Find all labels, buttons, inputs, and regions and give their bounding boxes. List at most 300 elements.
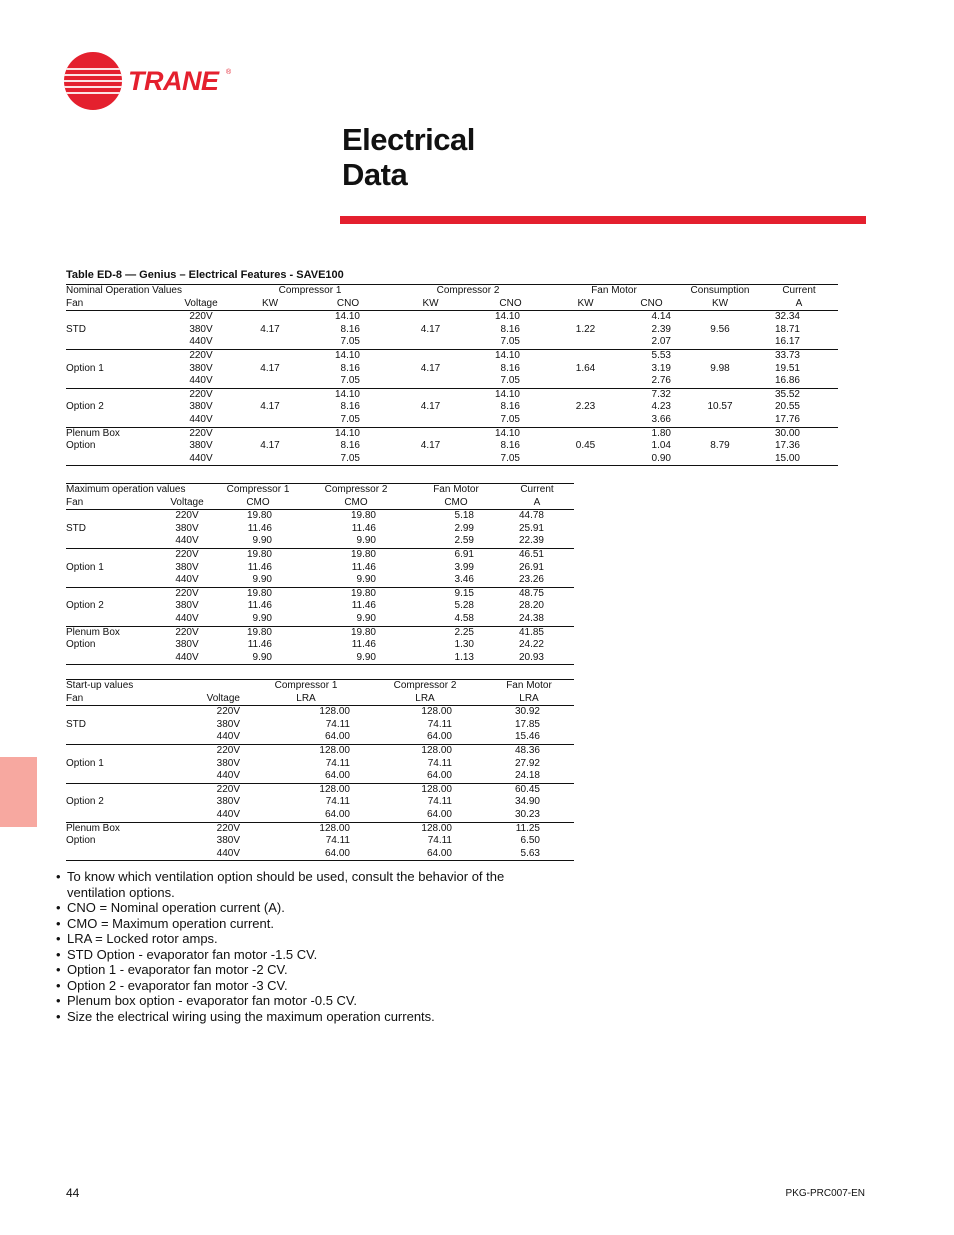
table-cell-kw4: 9.56 bbox=[710, 323, 730, 335]
table-cell-l1: 128.00 bbox=[319, 706, 350, 718]
table-cell-kw4 bbox=[680, 453, 760, 466]
table-cell-voltage: 380V bbox=[216, 718, 240, 730]
table-cell-kw3 bbox=[548, 375, 623, 388]
table-cell-voltage: 440V bbox=[158, 652, 216, 665]
table-cell-fan bbox=[66, 652, 158, 665]
table-row bbox=[66, 388, 838, 401]
table-cell-fan bbox=[66, 388, 170, 401]
table-cell-c2: 9.90 bbox=[300, 652, 412, 665]
table-cell-c3: 5.18 bbox=[454, 510, 474, 522]
table-cell-kw3 bbox=[548, 336, 623, 349]
note-item: • Plenum box option - evaporator fan motor -0.5 CV. bbox=[56, 993, 556, 1009]
table-cell-a: 20.55 bbox=[774, 401, 800, 413]
table-cell-a: 26.91 bbox=[518, 561, 544, 573]
notes-list bbox=[56, 869, 556, 1024]
table-cell-a: 16.17 bbox=[760, 336, 838, 349]
table-cell-a: 41.85 bbox=[518, 626, 544, 638]
table-cell-c1: 19.80 bbox=[246, 626, 272, 638]
table-cell-kw4: 10.57 bbox=[707, 401, 733, 413]
table-cell-voltage: 380V bbox=[175, 600, 199, 612]
note-item: • CMO = Maximum operation current. bbox=[56, 916, 556, 932]
table-cell-fan: Plenum Box bbox=[66, 626, 120, 638]
table-cell-l2: 74.11 bbox=[427, 796, 452, 808]
table-cell-cno2: 14.10 bbox=[494, 311, 520, 323]
table-cell-a: 46.51 bbox=[518, 548, 544, 560]
table-cell-l3: 27.92 bbox=[514, 757, 540, 769]
table-cell-a: 48.75 bbox=[518, 587, 544, 599]
table-header-row bbox=[66, 484, 574, 497]
table-cell-cno3: 4.14 bbox=[651, 311, 671, 323]
table-subheader-row bbox=[66, 298, 838, 311]
table-cell-voltage: 440V bbox=[158, 770, 246, 783]
table-cell-l2: 74.11 bbox=[427, 757, 452, 769]
table-row bbox=[66, 613, 574, 626]
table-cell-fan bbox=[66, 336, 170, 349]
table-cell-kw2 bbox=[388, 388, 473, 401]
table-cell-c3: 2.59 bbox=[412, 535, 500, 548]
table-cell-kw4 bbox=[680, 388, 760, 401]
table-subheader-row bbox=[66, 497, 574, 510]
table-cell-fan bbox=[66, 535, 158, 548]
table-cell-voltage: 380V bbox=[216, 796, 240, 808]
table-cell-c2: 19.80 bbox=[350, 510, 376, 522]
header-cell: CMO bbox=[300, 497, 412, 510]
table-cell-kw1 bbox=[232, 311, 308, 324]
table-cell-fan: Option 2 bbox=[66, 401, 104, 413]
table-cell-cno1: 7.05 bbox=[308, 336, 388, 349]
table-cell-kw1: 4.17 bbox=[260, 323, 280, 335]
table-row bbox=[66, 349, 838, 362]
header-cell: KW bbox=[548, 298, 623, 311]
table-row bbox=[66, 822, 574, 835]
table-row bbox=[66, 639, 574, 652]
table-cell-fan bbox=[66, 349, 170, 362]
table-cell-kw2 bbox=[388, 349, 473, 362]
table-cell-l3: 34.90 bbox=[514, 796, 540, 808]
table-cell-cno1: 14.10 bbox=[334, 311, 360, 323]
table-cell-a: 16.86 bbox=[760, 375, 838, 388]
table-row bbox=[66, 587, 574, 600]
table-cell-voltage: 440V bbox=[158, 809, 246, 822]
table-cell-cno2: 8.16 bbox=[500, 362, 520, 374]
title-underline-bar bbox=[340, 216, 866, 224]
table-cell-voltage: 220V bbox=[216, 822, 240, 834]
table-cell-kw1 bbox=[232, 336, 308, 349]
table-cell-voltage: 220V bbox=[175, 510, 199, 522]
table-cell-l3: 11.25 bbox=[515, 822, 540, 834]
table-cell-cno2: 7.05 bbox=[473, 336, 548, 349]
header-cell: CNO bbox=[308, 298, 388, 311]
header-cell: Compressor 1 bbox=[246, 680, 366, 693]
document-code: PKG-PRC007-EN bbox=[785, 1188, 865, 1199]
trane-logo bbox=[64, 50, 244, 112]
table-cell-cno1: 8.16 bbox=[340, 401, 360, 413]
table-cell-kw2 bbox=[388, 336, 473, 349]
page-title-line1: Electrical bbox=[342, 122, 475, 157]
table-row bbox=[66, 731, 574, 744]
table-cell-cno1: 14.10 bbox=[334, 427, 360, 439]
table-cell-c1: 11.46 bbox=[247, 639, 272, 651]
table-cell-cno1: 8.16 bbox=[340, 440, 360, 452]
header-cell: Compressor 1 bbox=[232, 285, 388, 298]
table-cell-cno3: 2.76 bbox=[623, 375, 680, 388]
nominal-operation-table bbox=[66, 284, 838, 466]
table-cell-c2: 9.90 bbox=[300, 574, 412, 587]
page-title bbox=[342, 122, 475, 192]
table-cell-l3: 17.85 bbox=[514, 718, 540, 730]
table-cell-voltage: 440V bbox=[158, 574, 216, 587]
table-cell-kw1 bbox=[232, 375, 308, 388]
table-cell-l2: 64.00 bbox=[366, 770, 484, 783]
table-row bbox=[66, 510, 574, 523]
header-cell: Fan Motor bbox=[548, 285, 680, 298]
table-cell-fan: Option 2 bbox=[66, 600, 104, 612]
table-row bbox=[66, 401, 838, 414]
table-cell-c1: 19.80 bbox=[246, 510, 272, 522]
table-cell-kw1 bbox=[232, 414, 308, 427]
table-title: Table ED-8 — Genius – Electrical Features - SAVE100 bbox=[66, 269, 344, 281]
header-cell: Compressor 2 bbox=[300, 484, 412, 497]
note-item: • Option 1 - evaporator fan motor -2 CV. bbox=[56, 962, 556, 978]
table-cell-voltage: 440V bbox=[158, 848, 246, 861]
table-cell-c1: 19.80 bbox=[246, 587, 272, 599]
table-cell-l2: 74.11 bbox=[427, 718, 452, 730]
table-cell-c2: 11.46 bbox=[351, 561, 376, 573]
table-cell-voltage: 380V bbox=[189, 362, 213, 374]
header-cell: Fan bbox=[66, 298, 170, 311]
table-cell-a: 33.73 bbox=[774, 349, 800, 361]
table-cell-fan bbox=[66, 375, 170, 388]
table-cell-c3: 2.25 bbox=[454, 626, 474, 638]
table-subheader-row bbox=[66, 693, 574, 706]
table-cell-voltage: 220V bbox=[175, 548, 199, 560]
table-cell-l1: 128.00 bbox=[319, 744, 350, 756]
header-cell: Voltage bbox=[158, 497, 216, 510]
table-cell-l3: 60.45 bbox=[514, 783, 540, 795]
table-cell-c1: 19.80 bbox=[246, 548, 272, 560]
table-cell-voltage: 440V bbox=[170, 336, 232, 349]
header-cell: LRA bbox=[484, 693, 574, 706]
table-cell-l1: 64.00 bbox=[246, 731, 366, 744]
table-row bbox=[66, 783, 574, 796]
table-cell-c1: 9.90 bbox=[216, 613, 300, 626]
table-cell-a: 30.00 bbox=[774, 427, 800, 439]
page-number: 44 bbox=[66, 1186, 80, 1200]
table-cell-cno2: 7.05 bbox=[473, 414, 548, 427]
table-row bbox=[66, 652, 574, 665]
table-cell-c1: 11.46 bbox=[247, 561, 272, 573]
table-cell-kw2 bbox=[388, 414, 473, 427]
trane-logo-text: TRANE bbox=[128, 66, 219, 96]
table-cell-voltage: 440V bbox=[170, 375, 232, 388]
table-cell-kw1 bbox=[232, 388, 308, 401]
table-row bbox=[66, 336, 838, 349]
table-row bbox=[66, 535, 574, 548]
table-cell-fan bbox=[66, 510, 158, 523]
table-cell-kw2: 4.17 bbox=[420, 323, 441, 335]
table-row bbox=[66, 744, 574, 757]
table-cell-fan bbox=[66, 574, 158, 587]
table-cell-kw1 bbox=[232, 453, 308, 466]
table-cell-a: 19.51 bbox=[774, 362, 800, 374]
table-cell-cno3: 3.19 bbox=[651, 362, 671, 374]
table-cell-cno1: 8.16 bbox=[340, 323, 360, 335]
table-cell-l3: 30.92 bbox=[514, 706, 540, 718]
header-cell: Compressor 1 bbox=[216, 484, 300, 497]
startup-values-table bbox=[66, 679, 574, 861]
table-cell-cno2: 8.16 bbox=[500, 323, 520, 335]
table-row bbox=[66, 375, 838, 388]
table-cell-a: 24.22 bbox=[518, 639, 544, 651]
table-cell-c1: 11.46 bbox=[247, 600, 272, 612]
table-cell-voltage: 440V bbox=[170, 414, 232, 427]
table-cell-fan: Plenum Box bbox=[66, 822, 120, 834]
table-cell-cno3: 1.04 bbox=[651, 440, 671, 452]
table-cell-fan: STD bbox=[66, 522, 86, 534]
table-row bbox=[66, 848, 574, 861]
table-cell-fan bbox=[66, 613, 158, 626]
table-cell-kw3 bbox=[548, 349, 623, 362]
table-cell-l2: 128.00 bbox=[421, 822, 452, 834]
table-cell-fan bbox=[66, 731, 158, 744]
table-cell-fan: Option 1 bbox=[66, 757, 104, 769]
table-cell-voltage: 380V bbox=[189, 323, 213, 335]
table-cell-voltage: 220V bbox=[216, 744, 240, 756]
table-cell-l3: 5.63 bbox=[484, 848, 574, 861]
table-row bbox=[66, 363, 838, 376]
table-cell-kw4: 9.98 bbox=[710, 362, 730, 374]
table-cell-kw3 bbox=[548, 414, 623, 427]
table-cell-kw3: 2.23 bbox=[575, 401, 596, 413]
table-cell-kw4 bbox=[680, 336, 760, 349]
table-cell-cno1: 7.05 bbox=[308, 375, 388, 388]
table-cell-c3: 6.91 bbox=[454, 548, 474, 560]
header-cell: Compressor 2 bbox=[366, 680, 484, 693]
table-cell-voltage: 220V bbox=[216, 706, 240, 718]
header-cell: Current bbox=[760, 285, 838, 298]
table-cell-l2: 128.00 bbox=[421, 706, 452, 718]
table-cell-cno2: 7.05 bbox=[473, 453, 548, 466]
table-cell-voltage: 220V bbox=[189, 349, 213, 361]
registered-mark: ® bbox=[226, 69, 232, 76]
header-cell: KW bbox=[388, 298, 473, 311]
table-cell-kw1: 4.17 bbox=[260, 440, 280, 452]
table-cell-voltage: 220V bbox=[189, 427, 213, 439]
table-cell-l2: 64.00 bbox=[366, 809, 484, 822]
table-cell-voltage: 380V bbox=[216, 835, 240, 847]
table-cell-c3: 2.99 bbox=[454, 522, 474, 534]
table-cell-l2: 74.11 bbox=[427, 835, 452, 847]
table-row bbox=[66, 706, 574, 719]
header-cell: Fan bbox=[66, 693, 158, 706]
table-cell-voltage: 440V bbox=[158, 731, 246, 744]
table-cell-fan bbox=[66, 744, 158, 757]
table-row bbox=[66, 453, 838, 466]
table-row bbox=[66, 758, 574, 771]
table-cell-c2: 11.46 bbox=[351, 522, 376, 534]
table-cell-kw1 bbox=[232, 349, 308, 362]
table-cell-c1: 9.90 bbox=[216, 535, 300, 548]
table-header-row bbox=[66, 285, 838, 298]
table-cell-kw3 bbox=[548, 388, 623, 401]
table-cell-fan: Option bbox=[66, 440, 96, 452]
table-cell-l2: 64.00 bbox=[366, 848, 484, 861]
table-cell-fan bbox=[66, 587, 158, 600]
table-cell-voltage: 380V bbox=[175, 561, 199, 573]
table-cell-l1: 128.00 bbox=[319, 822, 350, 834]
table-cell-l1: 64.00 bbox=[246, 770, 366, 783]
table-cell-c2: 11.46 bbox=[351, 639, 376, 651]
table-cell-a: 20.93 bbox=[500, 652, 574, 665]
table-cell-c2: 19.80 bbox=[350, 626, 376, 638]
note-item: • CNO = Nominal operation current (A). bbox=[56, 900, 556, 916]
header-cell: Compressor 2 bbox=[388, 285, 548, 298]
table-row bbox=[66, 427, 838, 440]
table-row bbox=[66, 719, 574, 732]
header-cell: CMO bbox=[216, 497, 300, 510]
table-cell-a: 23.26 bbox=[500, 574, 574, 587]
table-cell-c2: 9.90 bbox=[300, 613, 412, 626]
table-cell-cno3: 5.53 bbox=[651, 349, 671, 361]
table-cell-l1: 128.00 bbox=[319, 783, 350, 795]
table-cell-fan: STD bbox=[66, 718, 86, 730]
table-cell-l1: 74.11 bbox=[325, 796, 350, 808]
header-cell: CNO bbox=[623, 298, 680, 311]
table-cell-cno2: 8.16 bbox=[500, 401, 520, 413]
table-cell-c2: 19.80 bbox=[350, 548, 376, 560]
table-cell-cno1: 14.10 bbox=[334, 349, 360, 361]
table-cell-c2: 11.46 bbox=[351, 600, 376, 612]
table-cell-kw1: 4.17 bbox=[260, 362, 280, 374]
table-cell-a: 25.91 bbox=[518, 522, 544, 534]
table-cell-fan bbox=[66, 809, 158, 822]
table-cell-fan bbox=[66, 453, 170, 466]
table-cell-cno3: 7.32 bbox=[651, 388, 671, 400]
table-row bbox=[66, 311, 838, 324]
table-cell-l2: 128.00 bbox=[421, 783, 452, 795]
table-row bbox=[66, 548, 574, 561]
table-cell-kw3: 1.22 bbox=[575, 323, 596, 335]
table-cell-kw2 bbox=[388, 375, 473, 388]
table-cell-kw3: 0.45 bbox=[575, 440, 596, 452]
table-cell-fan: STD bbox=[66, 323, 86, 335]
header-cell: Consumption bbox=[680, 285, 760, 298]
table-cell-kw4: 8.79 bbox=[710, 440, 730, 452]
table-cell-cno1: 7.05 bbox=[308, 414, 388, 427]
table-cell-kw1 bbox=[232, 427, 308, 440]
table-cell-voltage: 440V bbox=[158, 613, 216, 626]
section-side-tab bbox=[0, 757, 37, 827]
table-cell-l1: 74.11 bbox=[325, 835, 350, 847]
table-cell-fan bbox=[66, 848, 158, 861]
table-cell-voltage: 220V bbox=[216, 783, 240, 795]
table-cell-l1: 74.11 bbox=[325, 718, 350, 730]
header-cell: LRA bbox=[366, 693, 484, 706]
table-cell-fan: Option 1 bbox=[66, 362, 104, 374]
table-cell-a: 44.78 bbox=[518, 510, 544, 522]
note-item: • STD Option - evaporator fan motor -1.5 CV. bbox=[56, 947, 556, 963]
table-cell-cno3: 2.07 bbox=[623, 336, 680, 349]
table-cell-a: 35.52 bbox=[774, 388, 800, 400]
table-cell-voltage: 440V bbox=[158, 535, 216, 548]
table-cell-kw3 bbox=[548, 311, 623, 324]
table-cell-cno2: 7.05 bbox=[473, 375, 548, 388]
table-cell-c1: 11.46 bbox=[247, 522, 272, 534]
table-cell-c1: 9.90 bbox=[216, 652, 300, 665]
table-cell-kw2 bbox=[388, 427, 473, 440]
table-cell-fan bbox=[66, 311, 170, 324]
table-cell-fan bbox=[66, 783, 158, 796]
table-cell-a: 15.00 bbox=[760, 453, 838, 466]
table-cell-l3: 48.36 bbox=[514, 744, 540, 756]
table-cell-kw2 bbox=[388, 453, 473, 466]
table-header-row bbox=[66, 680, 574, 693]
table-cell-cno2: 8.16 bbox=[500, 440, 520, 452]
table-row bbox=[66, 523, 574, 536]
table-cell-cno1: 7.05 bbox=[308, 453, 388, 466]
table-cell-l2: 128.00 bbox=[421, 744, 452, 756]
table-cell-fan: Option 1 bbox=[66, 561, 104, 573]
table-cell-cno2: 14.10 bbox=[494, 388, 520, 400]
table-cell-fan bbox=[66, 770, 158, 783]
table-cell-cno3: 0.90 bbox=[623, 453, 680, 466]
header-cell: A bbox=[760, 298, 838, 311]
table-cell-kw4 bbox=[680, 427, 760, 440]
table-cell-kw2: 4.17 bbox=[420, 401, 441, 413]
table-cell-l1: 64.00 bbox=[246, 809, 366, 822]
table-cell-voltage: 220V bbox=[189, 311, 213, 323]
table-cell-cno2: 14.10 bbox=[494, 427, 520, 439]
table-cell-kw4 bbox=[680, 375, 760, 388]
table-cell-l3: 15.46 bbox=[484, 731, 574, 744]
table-cell-c3: 1.13 bbox=[412, 652, 500, 665]
note-item: • To know which ventilation option should be used, consult the behavior of the ventilation options. bbox=[56, 869, 556, 900]
table-cell-fan: Option bbox=[66, 835, 96, 847]
table-cell-a: 17.36 bbox=[774, 440, 800, 452]
note-item: • Option 2 - evaporator fan motor -3 CV. bbox=[56, 978, 556, 994]
table-cell-cno1: 14.10 bbox=[334, 388, 360, 400]
table-cell-kw3 bbox=[548, 453, 623, 466]
table-cell-kw3: 1.64 bbox=[575, 362, 596, 374]
table-cell-c3: 5.28 bbox=[454, 600, 474, 612]
table-cell-l3: 6.50 bbox=[520, 835, 540, 847]
header-cell: Fan Motor bbox=[484, 680, 574, 693]
table-cell-a: 28.20 bbox=[518, 600, 544, 612]
table-cell-c1: 9.90 bbox=[216, 574, 300, 587]
table-cell-cno3: 4.23 bbox=[651, 401, 671, 413]
table-cell-c2: 19.80 bbox=[350, 587, 376, 599]
table-cell-cno3: 3.66 bbox=[623, 414, 680, 427]
table-cell-voltage: 380V bbox=[216, 757, 240, 769]
note-item: • Size the electrical wiring using the maximum operation currents. bbox=[56, 1009, 556, 1025]
table-cell-l1: 74.11 bbox=[325, 757, 350, 769]
table-row bbox=[66, 796, 574, 809]
table-cell-voltage: 380V bbox=[189, 401, 213, 413]
header-cell: Voltage bbox=[158, 693, 246, 706]
header-cell: CNO bbox=[473, 298, 548, 311]
table-cell-c2: 9.90 bbox=[300, 535, 412, 548]
table-row bbox=[66, 324, 838, 337]
table-cell-fan: Option 2 bbox=[66, 796, 104, 808]
table-cell-c3: 3.99 bbox=[454, 561, 474, 573]
table-cell-c3: 1.30 bbox=[454, 639, 474, 651]
maximum-operation-table bbox=[66, 483, 574, 665]
table-cell-a: 17.76 bbox=[760, 414, 838, 427]
table-row bbox=[66, 562, 574, 575]
table-cell-l3: 30.23 bbox=[484, 809, 574, 822]
header-cell: Nominal Operation Values bbox=[66, 285, 232, 298]
table-cell-cno3: 2.39 bbox=[651, 323, 671, 335]
